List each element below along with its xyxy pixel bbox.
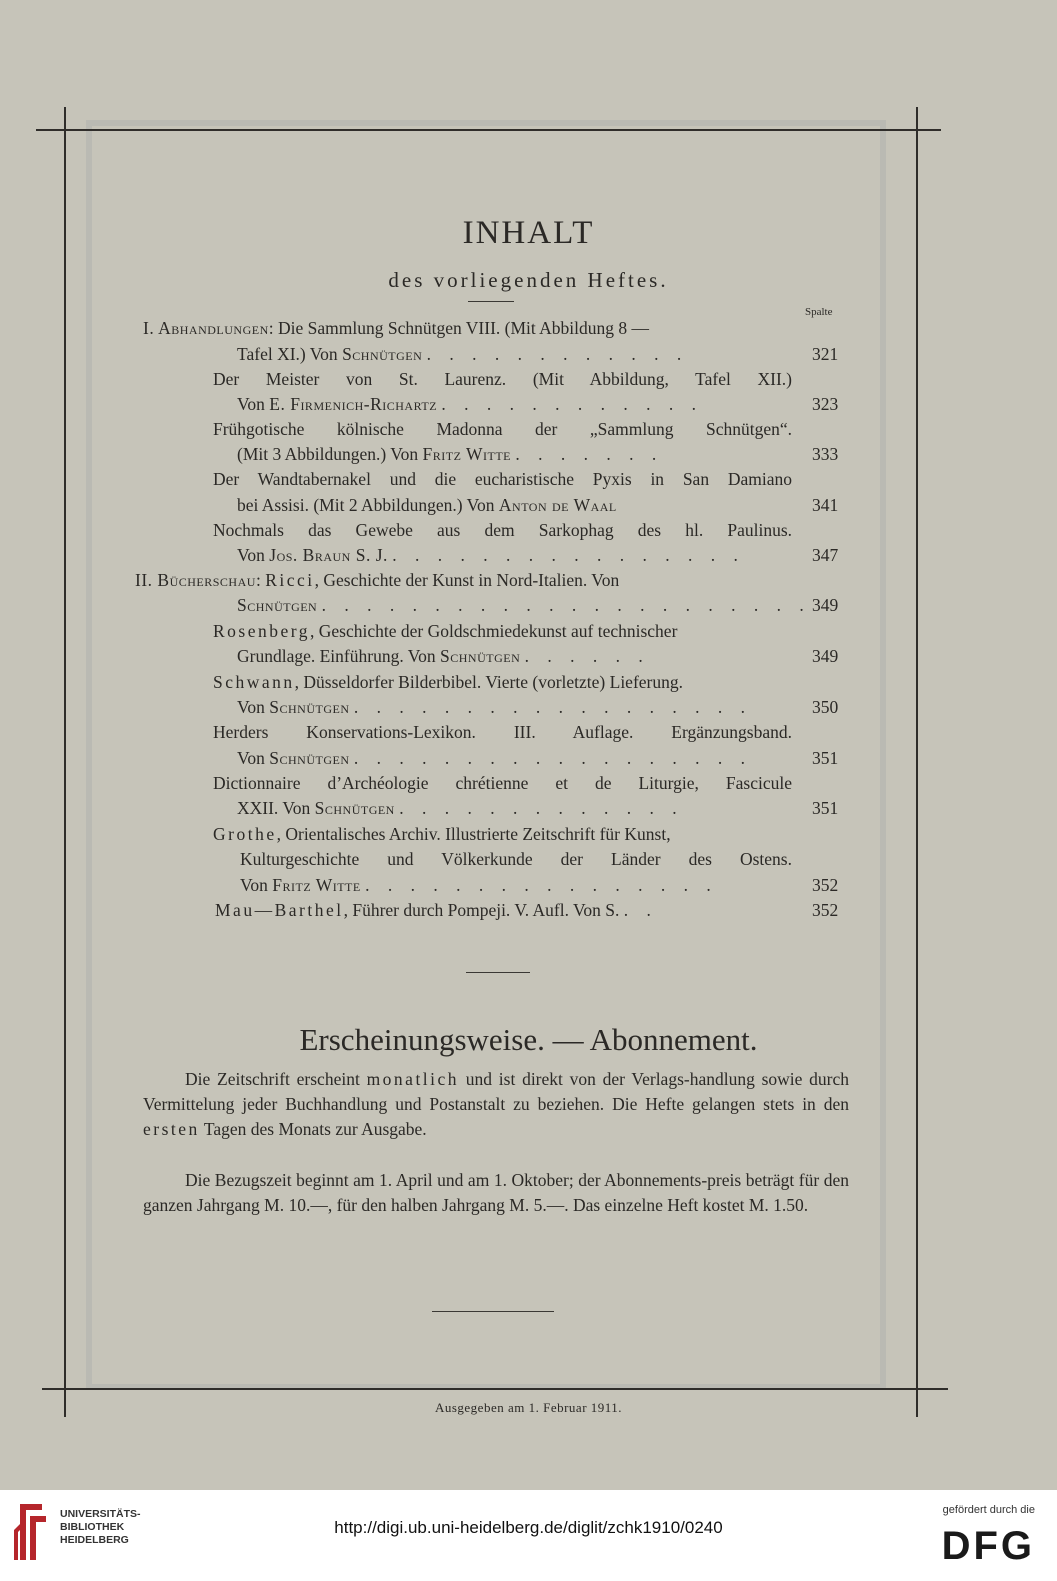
toc-line — [237, 594, 811, 616]
toc-text: : Die Sammlung Schnütgen VIII. (Mit Abbildung 8 — — [268, 318, 650, 338]
title-divider — [468, 301, 514, 302]
leader-dots: . . — [623, 900, 658, 920]
library-name-line: HEIDELBERG — [60, 1534, 129, 1546]
toc-line — [213, 823, 671, 845]
toc-text: Von — [237, 748, 265, 768]
toc-text: , Geschichte der Goldschmiedekunst auf technischer — [310, 621, 678, 641]
paragraph-text: Tagen des Monats zur Ausgabe. — [203, 1119, 427, 1139]
toc-name: Rosenberg — [213, 621, 311, 641]
leader-dots: . . . . . . . . . . . . . . . . — [365, 875, 718, 895]
toc-text: Herders Konservations-Lexikon. III. Auflage. Ergänzungsband. — [213, 722, 792, 742]
toc-text: Tafel XI.) Von — [237, 344, 338, 364]
toc-author: Schnütgen — [342, 344, 423, 364]
leader-dots: . . . . . . — [524, 646, 650, 666]
library-name-line: BIBLIOTHEK — [60, 1521, 125, 1533]
toc-page: 341 — [812, 495, 839, 515]
leader-dots: . . . . . . . . . . . . . . . . — [392, 545, 745, 565]
section-label: II. Bücherschau — [135, 570, 256, 590]
toc-line — [215, 899, 658, 921]
paragraph-text: Die Zeitschrift erscheint — [185, 1069, 360, 1089]
leader-dots: . . . . . . . . . . . . . . . . . . — [353, 748, 752, 768]
right-rule — [916, 107, 918, 1417]
toc-text: Der Meister von St. Laurenz. (Mit Abbildung, Tafel XII.) — [213, 369, 792, 389]
library-name-line: UNIVERSITÄTS- — [60, 1508, 141, 1520]
closing-divider — [432, 1311, 554, 1312]
toc-line — [237, 696, 752, 718]
toc-author: E. Firmenich-Richartz — [269, 394, 438, 414]
emphasis: ersten — [143, 1119, 200, 1139]
toc-name: Ricci — [265, 570, 315, 590]
toc-author: Jos. Braun S. J. — [269, 545, 388, 565]
toc-line — [237, 343, 688, 365]
leader-dots: . . . . . . . . . . . . — [441, 394, 704, 414]
toc-page: 323 — [812, 394, 839, 414]
toc-author: Anton de Waal — [498, 495, 617, 515]
column-label: Spalte — [805, 306, 833, 318]
permalink-url[interactable]: http://digi.ub.uni-heidelberg.de/diglit/zchk1910/0240 — [334, 1518, 723, 1537]
dfg-logo: DFG — [941, 1524, 1035, 1568]
toc-text: Von — [237, 697, 265, 717]
toc-author: Schnütgen — [314, 798, 395, 818]
top-rule — [36, 129, 941, 131]
toc-author: Schnütgen — [237, 595, 318, 615]
toc-page: 351 — [812, 748, 839, 768]
toc-line — [237, 747, 752, 769]
toc-page: 352 — [812, 900, 839, 920]
toc-name: Grothe — [213, 824, 277, 844]
toc-line — [237, 443, 663, 465]
toc-text: (Mit 3 Abbildungen.) Von — [237, 444, 419, 464]
toc-line — [143, 317, 649, 339]
toc-page: 351 — [812, 798, 839, 818]
issue-date: Ausgegeben am 1. Februar 1911. — [434, 1400, 623, 1415]
leader-dots: . . . . . . . . . . . . . . . . . . — [353, 697, 752, 717]
section-divider — [466, 972, 530, 973]
toc-name: Schwann — [213, 672, 295, 692]
toc-text: Grundlage. Einführung. Von — [237, 646, 436, 666]
toc-author: Fritz Witte — [272, 875, 361, 895]
toc-text: Von — [240, 875, 268, 895]
toc-name: Mau—Barthel — [215, 900, 344, 920]
toc-line — [237, 393, 703, 415]
section-label: I. Abhandlungen — [143, 318, 269, 338]
toc-text: , Geschichte der Kunst in Nord-Italien. Von — [314, 570, 620, 590]
toc-author: Schnütgen — [269, 748, 350, 768]
toc-page: 333 — [812, 444, 839, 464]
left-rule — [64, 107, 66, 1417]
leader-dots: . . . . . . . — [515, 444, 664, 464]
toc-line — [213, 620, 677, 642]
leader-dots: . . . . . . . . . . . . — [426, 344, 689, 364]
toc-page: 352 — [812, 875, 839, 895]
page-title: INHALT — [462, 215, 595, 251]
toc-page: 347 — [812, 545, 839, 565]
toc-text: Frühgotische kölnische Madonna der „Sammlung Schnütgen“. — [213, 419, 792, 439]
leader-dots: . . . . . . . . . . . . . . . . . . . . . . — [321, 595, 811, 615]
toc-line — [237, 494, 617, 516]
toc-page: 349 — [812, 595, 839, 615]
toc-text: , Orientalisches Archiv. Illustrierte Zeitschrift für Kunst, — [276, 824, 671, 844]
toc-line — [237, 544, 745, 566]
toc-text: XXII. Von — [237, 798, 311, 818]
toc-text: Nochmals das Gewebe aus dem Sarkophag des hl. Paulinus. — [213, 520, 792, 540]
toc-page: 350 — [812, 697, 839, 717]
toc-line — [240, 874, 718, 896]
bottom-rule — [42, 1388, 948, 1390]
viewer-footer — [0, 1490, 1057, 1581]
page-subtitle: des vorliegenden Heftes. — [388, 268, 669, 292]
toc-line — [237, 797, 684, 819]
toc-text: Der Wandtabernakel und die eucharistische Pyxis in San Damiano — [213, 469, 792, 489]
abonnement-paragraph-2: Die Bezugszeit beginnt am 1. April und am 1. Oktober; der Abonnements-preis beträgt für den ganzen Jahrgang M. 10.—, für den halben Jahrgang M. 5.—. Das einzelne Heft kostet M. 1.50. — [143, 1170, 849, 1215]
toc-text: bei Assisi. (Mit 2 Abbildungen.) Von — [237, 495, 495, 515]
paragraph-text: und ist direkt von der Verlags-handlung sowie durch Vermittelung jeder Buchhandlung und Postanstalt zu beziehen. Die Hefte gelangen stets in den — [143, 1069, 850, 1114]
toc-text: Von — [237, 394, 265, 414]
toc-page: 321 — [812, 344, 839, 364]
toc-line — [237, 645, 650, 667]
toc-text: Von — [237, 545, 265, 565]
toc-line — [213, 671, 683, 693]
toc-author: Schnütgen — [269, 697, 350, 717]
toc-text: Dictionnaire d’Archéologie chrétienne et de Liturgie, Fascicule — [213, 773, 792, 793]
toc-line: II. Bücherschau: Ricci, Geschichte der Kunst in Nord-Italien. Von — [135, 570, 620, 590]
abonnement-title: Erscheinungsweise. — Abonnement. — [299, 1022, 758, 1057]
toc-text: Kulturgeschichte und Völkerkunde der Länder des Ostens. — [240, 849, 792, 869]
toc-text: , Führer durch Pompeji. V. Aufl. Von S. — [343, 900, 620, 920]
abonnement-paragraph-1 — [143, 1067, 849, 1142]
toc-author: Fritz Witte — [422, 444, 512, 464]
emphasis: monatlich — [366, 1069, 460, 1089]
toc-author: Schnütgen — [440, 646, 521, 666]
toc-page: 349 — [812, 646, 839, 666]
funder-label: gefördert durch die — [942, 1504, 1035, 1516]
leader-dots: . . . . . . . . . . . . . — [399, 798, 684, 818]
toc-text: , Düsseldorfer Bilderbibel. Vierte (vorletzte) Lieferung. — [294, 672, 683, 692]
